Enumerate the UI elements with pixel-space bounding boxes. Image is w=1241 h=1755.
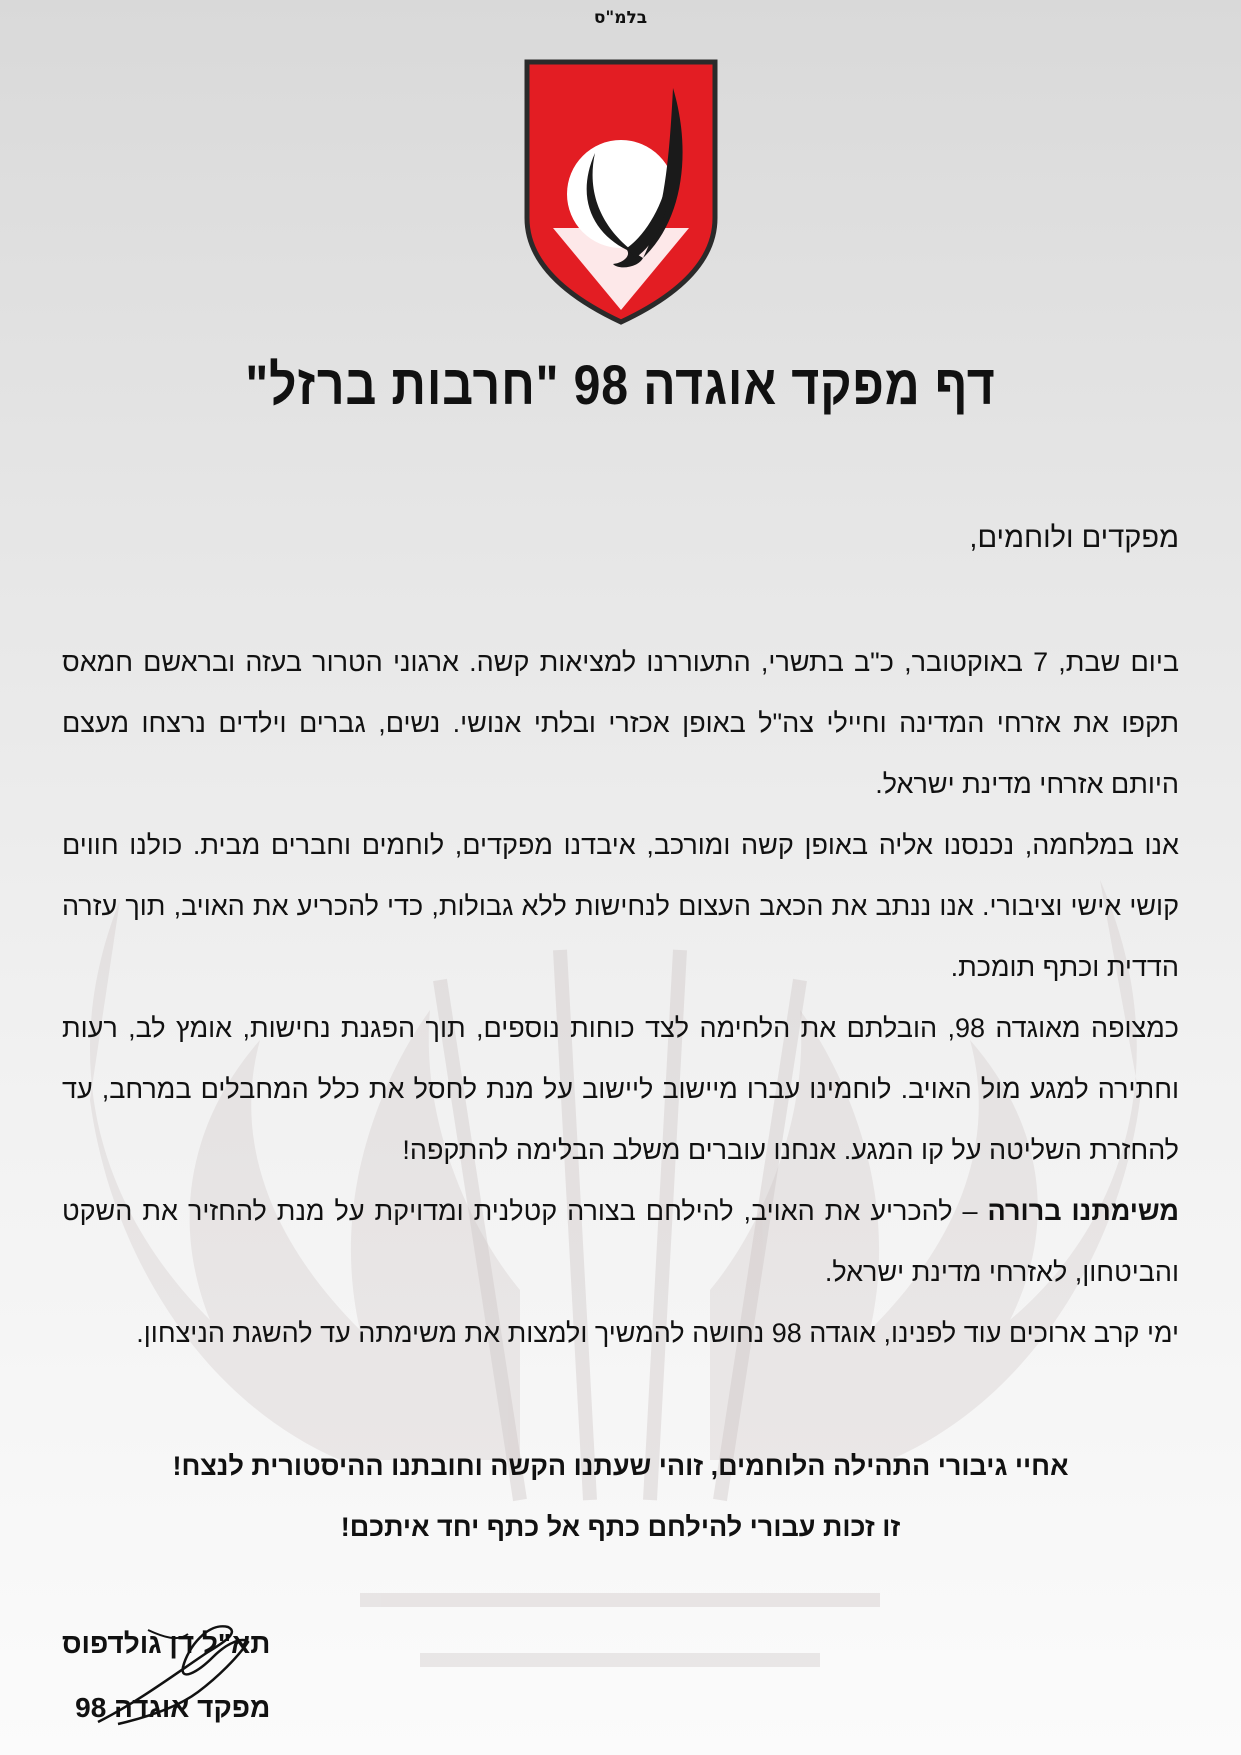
closing-line: זו זכות עבורי להילחם כתף אל כתף יחד איתכם! [340,1512,901,1542]
paragraph [62,1181,1179,1303]
paragraph: ימי קרב ארוכים עוד לפנינו, אוגדה 98 נחושה להמשיך ולמצות את משימתה עד להשגת הניצחון. [136,1318,1179,1348]
closing-lines [0,1436,1241,1558]
paragraph: ביום שבת, 7 באוקטובר, כ"ב בתשרי, התעוררנו למציאות קשה. ארגוני הטרור בעזה ובראשם חמאס תקפו את אזרחי המדינה וחיילי צה"ל באופן אכזרי ובלתי אנושי. נשים, גברים וילדים נרצחו מעצם היותם אזרחי מדינת ישראל. [62,647,1179,799]
paragraph-text: – להכריע את האויב, להילחם בצורה קטלנית ומדויקת על מנת להחזיר את השקט והביטחון, לאזרחי מדינת ישראל. [62,1196,1179,1287]
letter-body [62,632,1179,1364]
signature-scribble-icon [88,1612,258,1732]
paragraph [62,815,1179,998]
page-title: דף מפקד אוגדה 98 "חרבות ברזל" [245,353,996,416]
signer-role: מפקד אוגדה 98 [75,1692,271,1723]
emblem-icon [523,58,719,326]
signer-name: תא"ל דן גולדפוס [62,1628,271,1659]
salutation: מפקדים ולוחמים, [969,522,1179,554]
bold-lead: משימתנו ברורה [987,1196,1179,1226]
closing-line: אחיי גיבורי התהילה הלוחמים, זוהי שעתנו הקשה וחובתנו ההיסטורית לנצח! [172,1451,1069,1481]
classification-label: בלמ"ס [593,8,648,28]
paragraph-text: אנו במלחמה, נכנסנו אליה באופן קשה ומורכב, איבדנו מפקדים, לוחמים וחברים מבית. כולנו חווים קושי אישי וציבורי. אנו ננתב את הכאב העצום לנחישות ללא גבולות, כדי להכריע את האויב, תוך עזרה הדדית וכתף תומכת. [62,830,1179,982]
paragraph: כמצופה מאוגדה 98, הובלתם את הלחימה לצד כוחות נוספים, תוך הפגנת נחישות, אומץ לב, רעות וחתירה למגע מול האויב. לוחמינו עברו מיישוב ליישוב על מנת לחסל את כלל המחבלים במרחב, עד להחזרת השליטה על קו המגע. אנחנו עוברים משלב הבלימה להתקפה! [62,1013,1179,1165]
